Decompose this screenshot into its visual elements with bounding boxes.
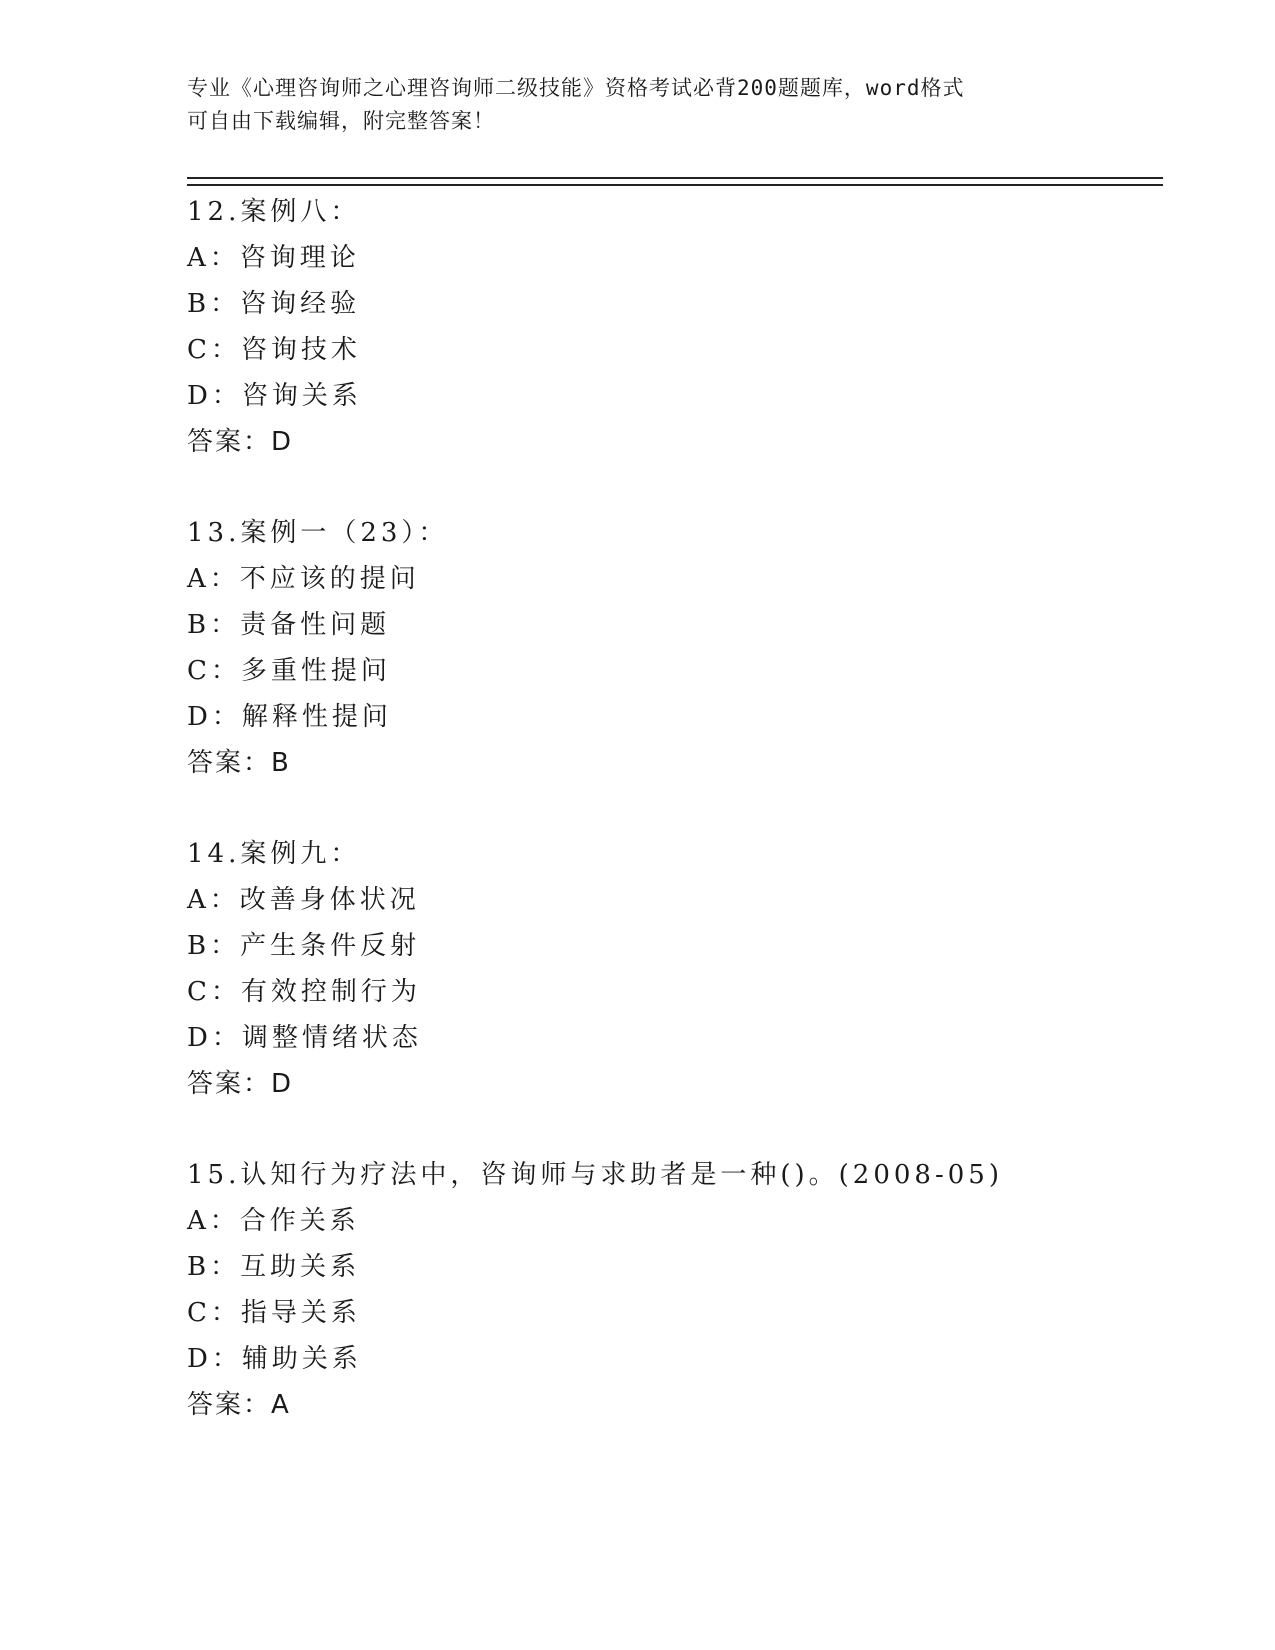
option-d: D：解释性提问 xyxy=(187,702,392,732)
option-b: B：互助关系 xyxy=(187,1252,361,1282)
answer-line: 答案：A xyxy=(187,1390,291,1420)
question-stem: 13.案例一（23）： xyxy=(187,518,449,548)
answer-line: 答案：D xyxy=(187,1069,294,1099)
option-b: B：咨询经验 xyxy=(187,289,361,319)
question-list xyxy=(187,189,1147,1473)
question-stem: 15.认知行为疗法中，咨询师与求助者是一种()。(2008-05) xyxy=(187,1160,1003,1190)
header-line-1: 专业《心理咨询师之心理咨询师二级技能》资格考试必背200题题库，word格式 xyxy=(187,76,965,100)
header-divider-bottom xyxy=(187,184,1163,186)
answer-line: 答案：B xyxy=(187,748,291,778)
header-line-2: 可自由下载编辑，附完整答案！ xyxy=(187,109,495,133)
option-a: A：合作关系 xyxy=(187,1206,360,1236)
document-header xyxy=(187,72,1067,138)
question-12 xyxy=(187,189,1147,465)
question-13 xyxy=(187,510,1147,786)
option-b: B：产生条件反射 xyxy=(187,931,421,961)
option-a: A：不应该的提问 xyxy=(187,564,420,594)
header-divider-top xyxy=(187,177,1163,179)
question-14 xyxy=(187,831,1147,1107)
option-c: C：指导关系 xyxy=(187,1298,361,1328)
answer-line: 答案：D xyxy=(187,427,294,457)
option-a: A：改善身体状况 xyxy=(187,885,420,915)
option-d: D：辅助关系 xyxy=(187,1344,362,1374)
option-d: D：咨询关系 xyxy=(187,381,362,411)
option-d: D：调整情绪状态 xyxy=(187,1023,422,1053)
question-15 xyxy=(187,1152,1147,1428)
question-stem: 12.案例八： xyxy=(187,197,361,227)
option-c: C：多重性提问 xyxy=(187,656,391,686)
option-b: B：责备性问题 xyxy=(187,610,391,640)
question-stem: 14.案例九： xyxy=(187,839,361,869)
option-a: A：咨询理论 xyxy=(187,243,360,273)
option-c: C：咨询技术 xyxy=(187,335,361,365)
option-c: C：有效控制行为 xyxy=(187,977,421,1007)
